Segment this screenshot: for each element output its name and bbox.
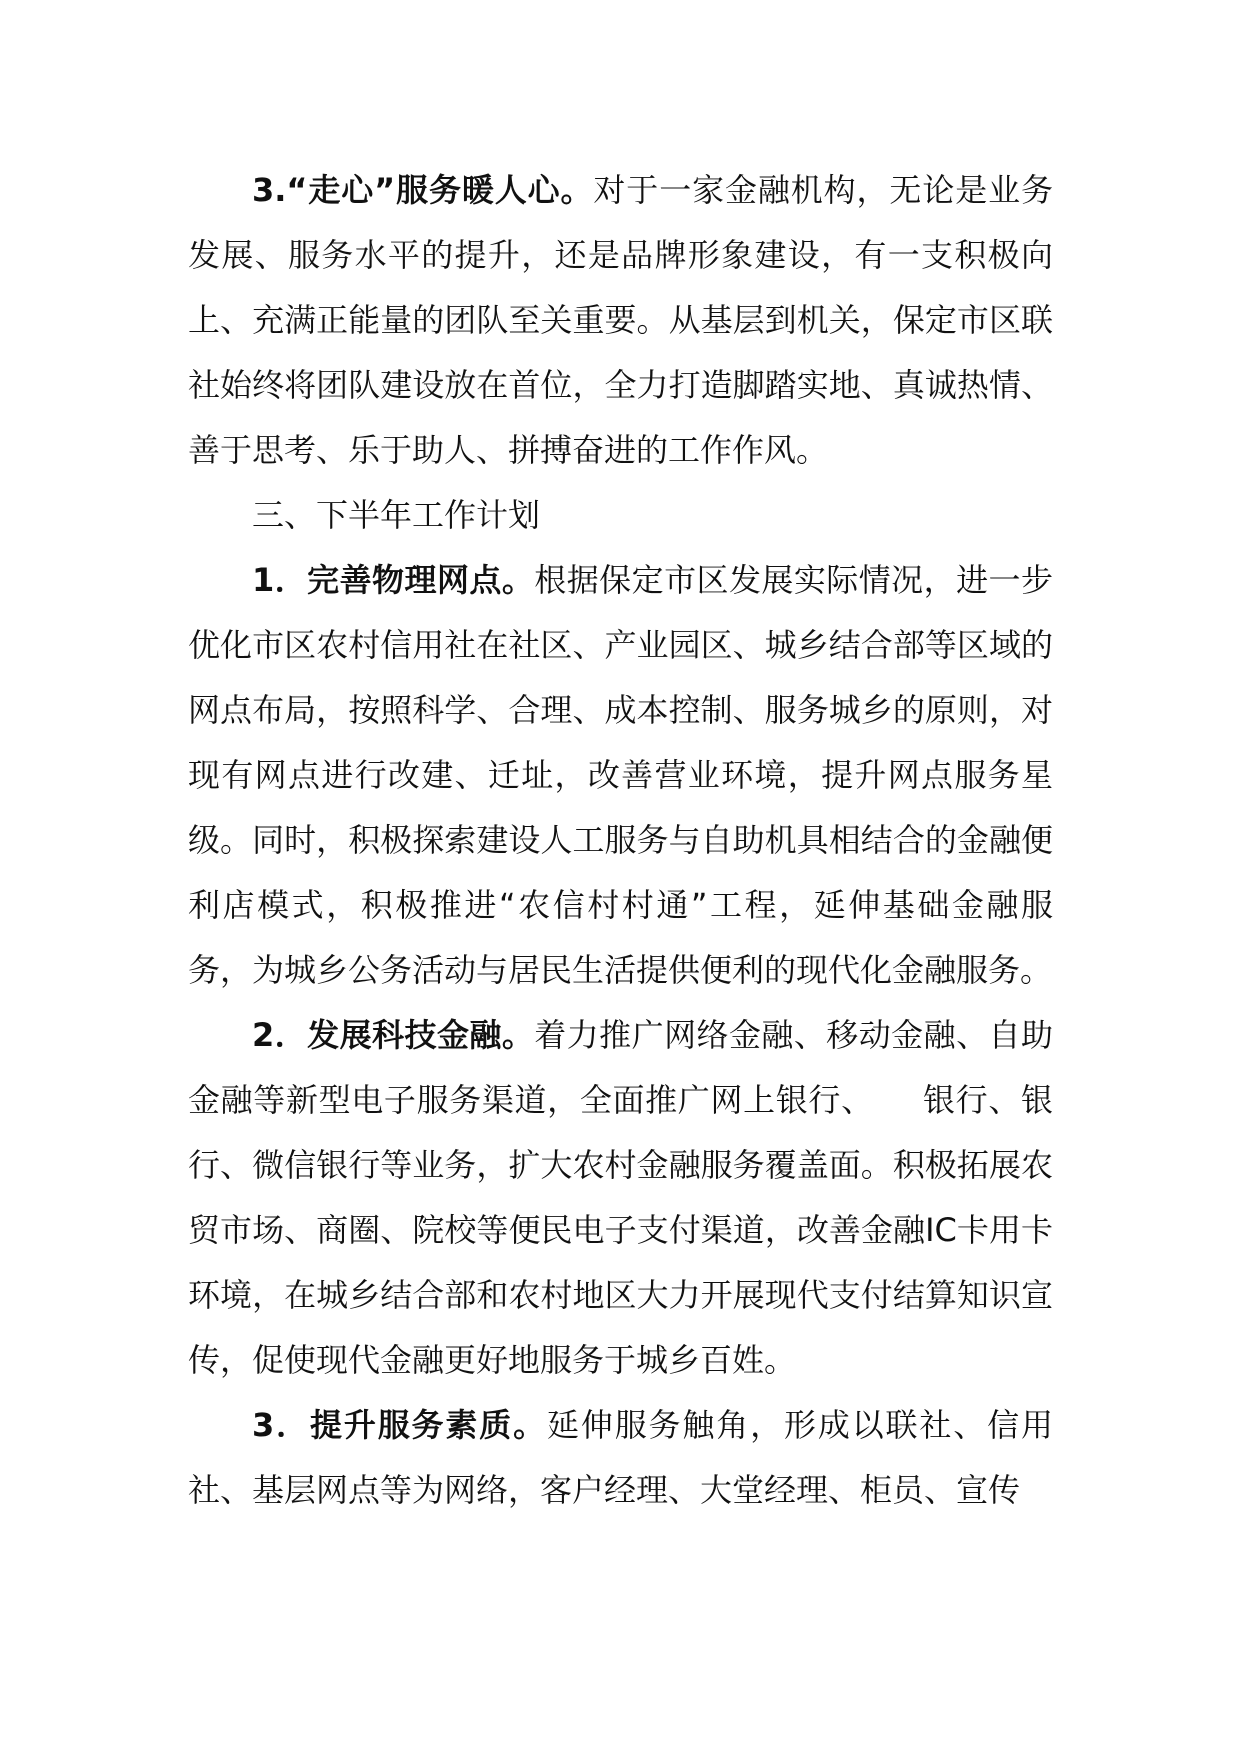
paragraph-service-team (188, 158, 1053, 483)
paragraph-text: 着力推广网络金融、移动金融、自助金融等新型电子服务渠道，全面推广网上银行、 银行、银行、微信银行等业务，扩大农村金融服务覆盖面。积极拓展农贸市场、商圈、院校等便民电子支付渠道，改善金融IC卡用卡环境，在城乡结合部和农村地区大力开展现代支付结算知识宣传，促使现代金融更好地服务于城乡百姓。 (188, 1016, 1053, 1379)
paragraph-lead: 3.“走心”服务暖人心。 (252, 171, 594, 209)
paragraph-lead: 1．完善物理网点。 (252, 561, 535, 599)
paragraph-physical-outlets (188, 548, 1053, 1003)
paragraph-text: 对于一家金融机构，无论是业务发展、服务水平的提升，还是品牌形象建设，有一支积极向上、充满正能量的团队至关重要。从基层到机关，保定市区联社始终将团队建设放在首位，全力打造脚踏实地、真诚热情、善于思考、乐于助人、拼搏奋进的工作作风。 (188, 171, 1053, 469)
paragraph-lead: 2．发展科技金融。 (252, 1016, 535, 1054)
heading-text: 三、下半年工作计划 (252, 496, 541, 534)
paragraph-fintech (188, 1003, 1053, 1393)
paragraph-service-quality (188, 1393, 1053, 1523)
paragraph-text: 延伸服务触角，形成以联社、信用社、基层网点等为网络，客户经理、大堂经理、柜员、宣传 (188, 1406, 1053, 1509)
paragraph-lead: 3．提升服务素质。 (252, 1406, 547, 1444)
document-body (188, 158, 1053, 1523)
section-heading (188, 483, 1053, 548)
paragraph-text: 根据保定市区发展实际情况，进一步优化市区农村信用社在社区、产业园区、城乡结合部等区域的网点布局，按照科学、合理、成本控制、服务城乡的原则，对现有网点进行改建、迁址，改善营业环境，提升网点服务星级。同时，积极探索建设人工服务与自助机具相结合的金融便利店模式，积极推进“农信村村通”工程，延伸基础金融服务，为城乡公务活动与居民生活提供便利的现代化金融服务。 (188, 561, 1053, 989)
